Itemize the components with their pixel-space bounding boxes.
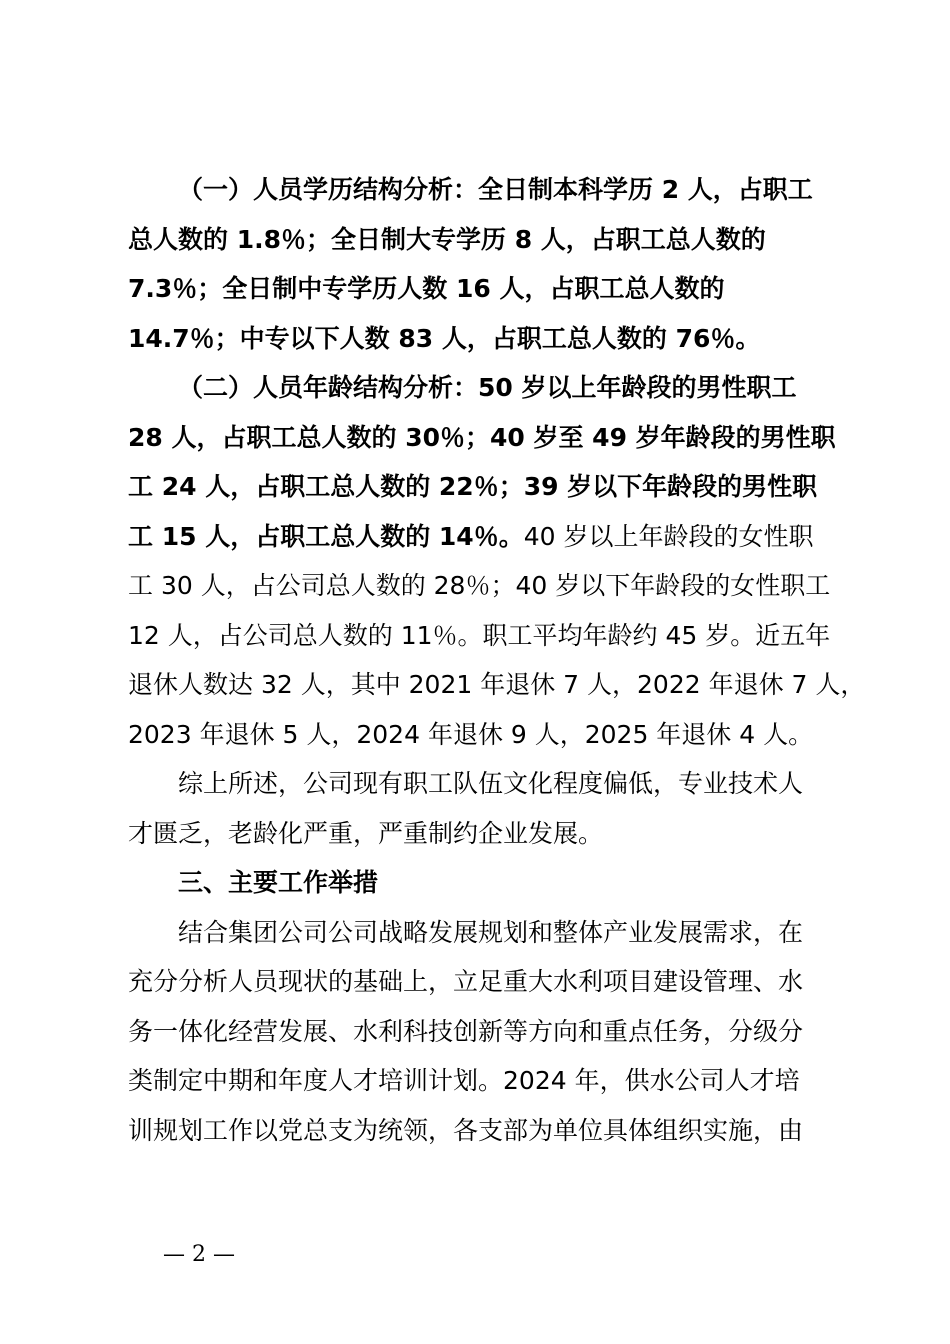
paragraph-measures-line	[178, 918, 803, 948]
paragraph-measures-line	[128, 967, 803, 997]
text-segment: 12 人，占公司总人数的 11％。职工平均年龄约 45 岁。近五年	[128, 620, 831, 650]
paragraph-measures-line	[128, 1066, 800, 1096]
text-segment: 28 人，占职工总人数的 30％；40 岁至 49 岁年龄段的男性职	[128, 422, 836, 452]
paragraph-age-structure-line	[128, 522, 813, 552]
paragraph-measures-line	[128, 1116, 803, 1146]
paragraph-summary-line	[128, 819, 603, 849]
paragraph-age-structure-line	[128, 720, 813, 750]
paragraph-measures-line	[128, 1017, 803, 1047]
text-segment: 三、主要工作举措	[178, 868, 379, 897]
text-segment: 2023 年退休 5 人，2024 年退休 9 人，2025 年退休 4 人。	[128, 719, 814, 749]
text-segment: 工 30 人，占公司总人数的 28％；40 岁以下年龄段的女性职工	[128, 571, 831, 600]
paragraph-education-structure-line	[128, 274, 725, 304]
text-segment: （一）人员学历结构分析：全日制本科学历 2 人，占职工	[178, 175, 813, 204]
paragraph-age-structure-line	[128, 670, 865, 700]
text-segment: 40 岁以上年龄段的女性职	[523, 521, 814, 551]
paragraph-education-structure-line	[128, 324, 760, 354]
text-segment: 训规划工作以党总支为统领，各支部为单位具体组织实施，由	[128, 1115, 804, 1145]
paragraph-summary-line	[178, 769, 803, 799]
text-segment: 综上所述，公司现有职工队伍文化程度偏低，专业技术人	[178, 769, 804, 798]
paragraph-age-structure-line	[128, 472, 817, 502]
text-segment: 工 15 人，占职工总人数的 14％。	[128, 521, 524, 551]
section-heading-main-measures-line	[178, 868, 378, 898]
text-segment: 才匮乏，老龄化严重，严重制约企业发展。	[128, 818, 604, 848]
text-segment: 7.3％；全日制中专学历人数 16 人，占职工总人数的	[128, 274, 725, 303]
paragraph-age-structure-line	[178, 373, 797, 403]
paragraph-education-structure-line	[128, 225, 766, 255]
text-segment: 充分分析人员现状的基础上，立足重大水利项目建设管理、水	[128, 967, 804, 996]
page-number: — 2 —	[163, 1242, 235, 1267]
text-segment: 退休人数达 32 人，其中 2021 年退休 7 人，2022 年退休 7 人，	[128, 670, 866, 699]
text-segment: 工 24 人，占职工总人数的 22％；39 岁以下年龄段的男性职	[128, 472, 818, 501]
text-segment: 结合集团公司公司战略发展规划和整体产业发展需求，在	[178, 917, 804, 947]
text-segment: 总人数的 1.8％；全日制大专学历 8 人，占职工总人数的	[128, 224, 766, 254]
text-segment: （二）人员年龄结构分析：50 岁以上年龄段的男性职工	[178, 373, 797, 402]
paragraph-age-structure-line	[128, 621, 830, 651]
text-segment: 类制定中期和年度人才培训计划。2024 年，供水公司人才培	[128, 1066, 800, 1095]
paragraph-age-structure-line	[128, 571, 830, 601]
text-segment: 务一体化经营发展、水利科技创新等方向和重点任务，分级分	[128, 1016, 804, 1046]
paragraph-education-structure-line	[178, 175, 813, 205]
text-segment: 14.7％；中专以下人数 83 人，占职工总人数的 76％。	[128, 323, 761, 353]
paragraph-age-structure-line	[128, 423, 836, 453]
